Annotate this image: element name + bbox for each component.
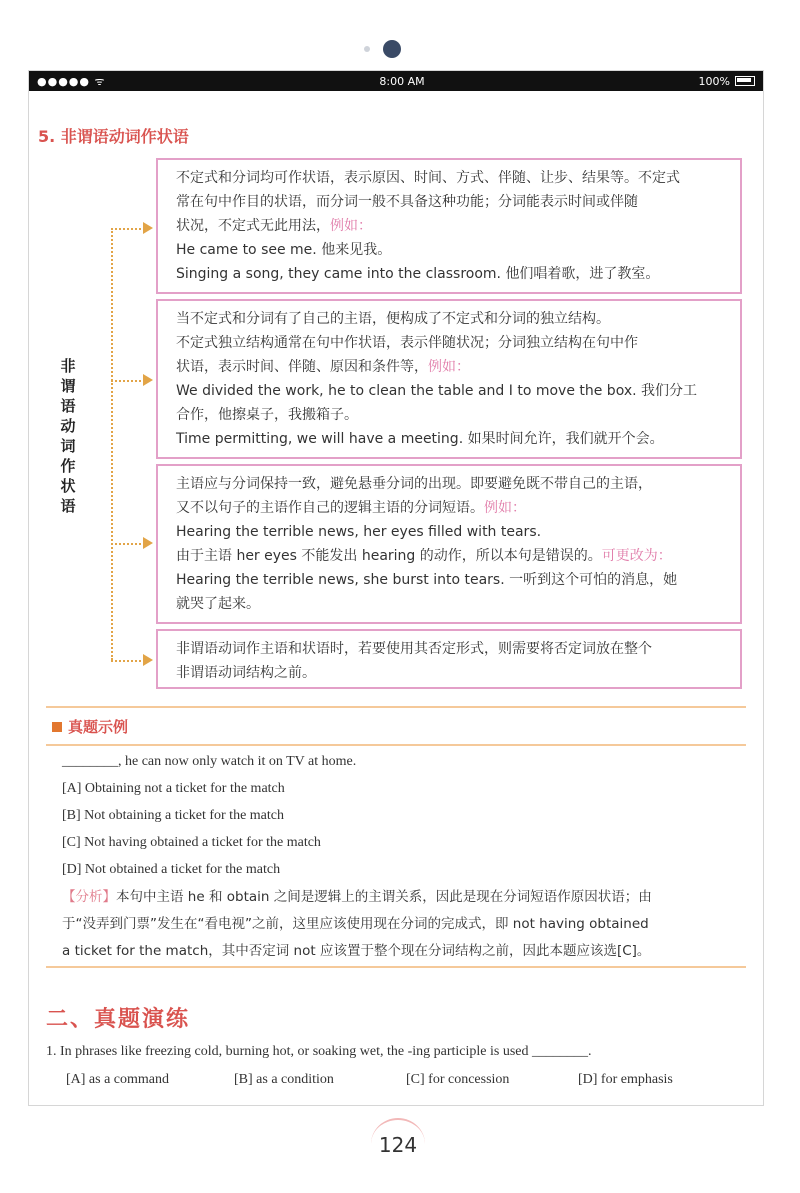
signal-indicator: ●●●●● ᯤ — [37, 74, 106, 88]
divider — [46, 966, 746, 968]
square-bullet-icon — [52, 722, 62, 732]
example-section-title: 真题示例 — [52, 716, 128, 737]
divider — [46, 744, 746, 746]
section-title: 5. 非谓语动词作状语 — [38, 127, 189, 146]
analysis: 【分析】本句中主语 he 和 obtain 之间是逻辑上的主谓关系，因此是现在分词短语作原因状语；由 于“没弄到门票”发生在“看电视”之前，这里应该使用现在分词的完成式，即 not having obtained a ticket for the match，其中否定词 not 应该置于整个现在分词结构之前，因此本题应该选[C]。 — [62, 889, 652, 959]
arrow-icon — [143, 374, 153, 386]
practice-option-a: [A] as a command — [66, 1072, 170, 1087]
rule-box-3: 主语应与分词保持一致，避免悬垂分词的出现。即要避免既不带自己的主语， 又不以句子的主语作自己的逻辑主语的分词短语。例如： Hearing the terrible news, her eyes filled with tears. 由于主语 her eyes 不能发出 hearing 的动作，所以本句是错误的。可更改为： Hearing the terrible news, she burst into tears. 一听到这个可怕的消息，她 就哭了起来。 — [156, 464, 742, 624]
arrow-icon — [143, 654, 153, 666]
practice-option-b: [B] as a condition — [234, 1072, 334, 1087]
practice-option-c: [C] for concession — [406, 1072, 510, 1087]
connector-branch — [111, 660, 145, 662]
practice-option-d: [D] for emphasis — [578, 1072, 673, 1087]
example-question: ________, he can now only watch it on TV at home. — [62, 754, 357, 769]
option-b: [B] Not obtaining a ticket for the match — [62, 808, 284, 823]
rule-box-1: 不定式和分词均可作状语，表示原因、时间、方式、伴随、让步、结果等。不定式 常在句中作目的状语，而分词一般不具备这种功能；分词能表示时间或伴随 状况，不定式无此用法，例如： He came to see me. 他来见我。 Singing a song, they came into the classroom. 他们唱着歌，进了教室。 — [156, 158, 742, 294]
clock: 8:00 AM — [379, 74, 425, 88]
arrow-icon — [143, 537, 153, 549]
battery-icon — [735, 76, 755, 86]
page-number: 124 — [371, 1118, 425, 1170]
camera-lens — [383, 40, 401, 58]
connector-branch — [111, 380, 145, 382]
rule-box-2: 当不定式和分词有了自己的主语，便构成了不定式和分词的独立结构。 不定式独立结构通常在句中作状语，表示伴随状况；分词独立结构在句中作 状语，表示时间、伴随、原因和条件等，例如： We divided the work, he to clean the table and I to move the box. 我们分工 合作，他擦桌子，我搬箱子。 Time permitting, we will have a meeting. 如果时间允许，我们就开个会。 — [156, 299, 742, 459]
divider — [46, 706, 746, 708]
battery-indicator: 100% — [699, 75, 755, 88]
connector-branch — [111, 228, 145, 230]
option-c: [C] Not having obtained a ticket for the match — [62, 835, 321, 850]
practice-question: 1. In phrases like freezing cold, burning hot, or soaking wet, the -ing participle is used ________. — [46, 1044, 592, 1059]
camera-sensor — [364, 46, 370, 52]
option-d: [D] Not obtained a ticket for the match — [62, 862, 281, 877]
vertical-title: 非谓语动词作状语 — [60, 357, 76, 515]
option-a: [A] Obtaining not a ticket for the match — [62, 781, 285, 796]
connector-branch — [111, 543, 145, 545]
arrow-icon — [143, 222, 153, 234]
rule-box-4: 非谓语动词作主语和状语时，若要使用其否定形式，则需要将否定词放在整个 非谓语动词结构之前。 — [156, 629, 742, 689]
connector-line — [111, 228, 113, 660]
status-bar — [29, 71, 763, 91]
practice-heading: 二、真题演练 — [46, 1007, 191, 1032]
